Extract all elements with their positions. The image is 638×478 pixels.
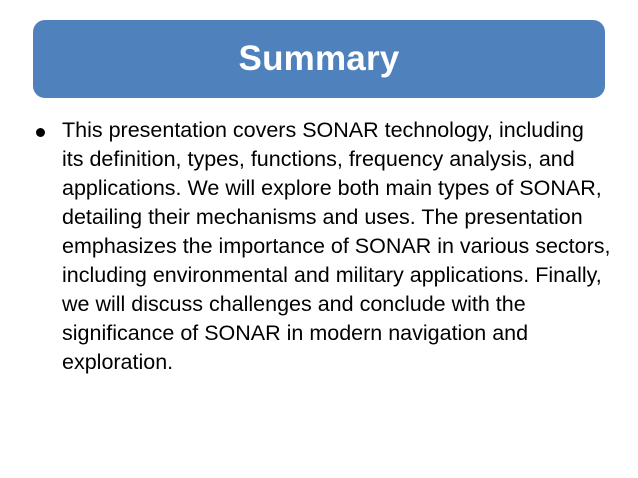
- slide-content: [36, 116, 611, 377]
- bullet-item: [36, 116, 611, 377]
- slide-title: Summary: [238, 39, 400, 78]
- bullet-text: This presentation covers SONAR technology, including its definition, types, functions, frequency analysis, and applications. We will explore both main types of SONAR, detailing their mechanisms and uses. The presentation emphasizes the importance of SONAR in various sectors, including environmental and military applications. Finally, we will discuss challenges and conclude with the significance of SONAR in modern navigation and exploration.: [62, 118, 611, 374]
- title-banner: [33, 20, 605, 98]
- bullet-icon: [36, 128, 45, 137]
